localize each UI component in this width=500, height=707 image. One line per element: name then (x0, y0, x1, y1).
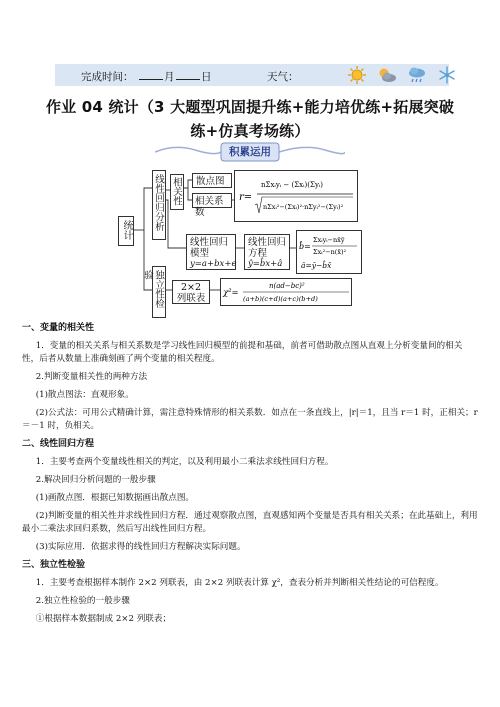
model-equation: y=a+bx+e (190, 259, 237, 269)
equation-expression: ŷ=b̂x+â (248, 259, 283, 269)
r-numerator: nΣxᵢyᵢ − (Σxᵢ)(Σyᵢ) (261, 181, 324, 189)
section-heading-1: 一、变量的相关性 (22, 323, 95, 333)
month-blank[interactable] (139, 69, 163, 80)
weather-label: 天气： (267, 71, 299, 83)
statistics-concept-map (0, 160, 500, 320)
equation-line2: 方程 (248, 248, 268, 259)
node-correlation-coefficient: 相关系数 (192, 193, 232, 208)
paragraph: 1．主要考查两个变量线性相关的判定，以及利用最小二乘法求线性回归方程。 (35, 457, 334, 467)
sun-icon[interactable] (347, 65, 367, 85)
section-heading-3: 三、独立性检验 (22, 560, 86, 570)
node-linear-regression-analysis: 线性回归分析 (152, 170, 166, 240)
ahat-formula: â=ȳ−b̂x̄ (301, 261, 332, 270)
chi-symbol: χ²= (223, 288, 239, 298)
paragraph: 2.独立性检验的一般步骤 (35, 596, 130, 606)
section-heading-2: 二、线性回归方程 (22, 439, 95, 449)
page-title: 作业 04 统计（3 大题型巩固提升练+能力培优练+拓展突破练+仿真考场练） (45, 98, 455, 140)
r-formula (235, 171, 357, 221)
formula-slope-intercept (296, 230, 362, 274)
paragraph: ①根据样本数据制成 2×2 列联表； (35, 614, 172, 624)
day-blank[interactable] (176, 69, 200, 80)
day-label: 日 (201, 71, 212, 83)
r-symbol: r= (239, 192, 253, 203)
formula-correlation-coefficient (234, 170, 358, 222)
paragraph: (2)判断变量的相关性并求线性回归方程．通过观察散点图，直观感知两个变量是否具有相关关系；在此基础上，利用最小二乘法求回归系数，然后写出线性回归方程。 (22, 511, 478, 534)
table-line1: 2×2 (180, 282, 202, 293)
paragraph: (1)画散点图．根据已知数据画出散点图。 (35, 493, 195, 503)
paragraph: 2.解决回归分析问题的一般步骤 (35, 475, 156, 485)
paragraph: 2.判断变量相关性的两种方法 (35, 372, 148, 382)
weather-icons (347, 64, 457, 86)
equation-line1: 线性回归 (248, 237, 287, 248)
paragraph: (2)公式法：可用公式精确计算，需注意特殊情形的相关系数．如点在一条直线上，|r|＝1，且当 r＝1 时，正相关；r＝－1 时，负相关。 (22, 408, 478, 431)
paragraph: 1．变量的相关关系与相关系数是学习线性回归模型的前提和基础，前者可借助散点图从直观上分析变量间的相关性，后者从数量上准确刻画了两个变量的相关程度。 (22, 341, 463, 364)
paragraph: 1．主要考查根据样本制作 2×2 列联表，由 2×2 列联表计算 χ²，查表分析并判断相关性结论的可信程度。 (35, 578, 444, 588)
banner-label: 积累运用 (229, 146, 271, 158)
cloudy-icon[interactable] (377, 65, 397, 85)
node-contingency-table (172, 280, 210, 304)
rain-icon[interactable] (407, 65, 427, 85)
node-linear-model (186, 234, 236, 270)
node-scatter-plot: 散点图 (192, 173, 232, 188)
model-line1: 线性回归 (190, 237, 229, 248)
header-bar (55, 64, 449, 86)
bhat-numerator: Σxᵢyᵢ−nx̄ȳ (313, 236, 345, 244)
paragraph: (3)实际应用．依据求得的线性回归方程解决实际问题。 (35, 542, 246, 552)
bhat-formula (297, 231, 361, 273)
formula-chi-square (220, 278, 352, 306)
bhat-symbol: b̂= (299, 242, 311, 251)
chi-numerator: n(ad−bc)² (269, 282, 305, 290)
node-statistics: 统计 (118, 216, 134, 246)
chi-square-formula (221, 279, 351, 305)
chi-denominator: (a+b)(c+d)(a+c)(b+d) (243, 295, 318, 303)
finish-time-label: 完成时间： (81, 71, 134, 83)
table-line2: 列联表 (176, 293, 206, 304)
bhat-denominator: Σxᵢ²−n(x̄)² (313, 248, 347, 256)
month-label: 月 (164, 71, 175, 83)
r-denominator: nΣxᵢ²−(Σxᵢ)²·nΣyᵢ²−(Σyᵢ)² (263, 203, 344, 211)
paragraph: (1)散点图法：直观形象。 (35, 390, 134, 400)
node-correlation: 相关性 (170, 174, 184, 210)
content-body (22, 320, 478, 631)
node-regression-equation (244, 234, 290, 270)
node-independence-test: 独立性检验 (152, 266, 166, 318)
snow-icon[interactable] (437, 65, 457, 85)
model-line2: 模型 (190, 248, 210, 259)
